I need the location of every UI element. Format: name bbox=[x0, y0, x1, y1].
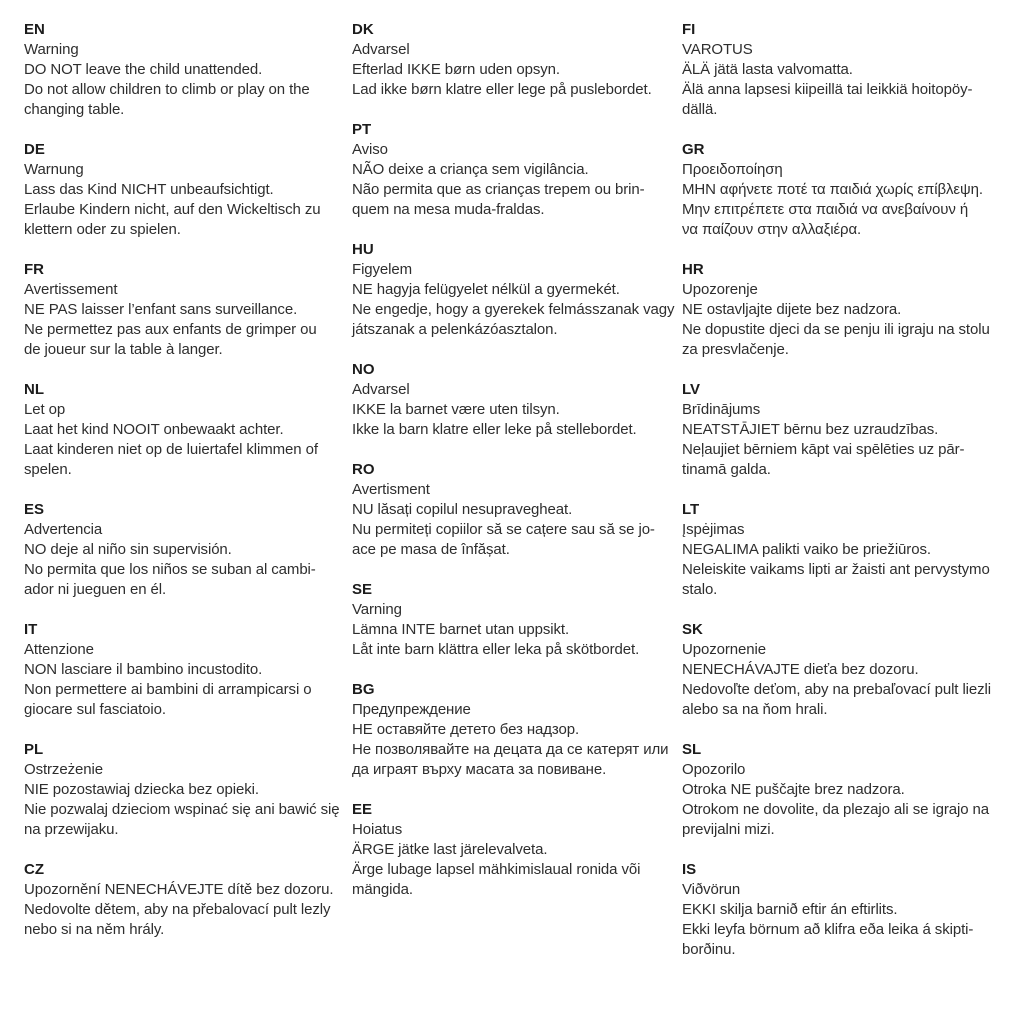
warning-text-line: ador ni jueguen en él. bbox=[24, 581, 167, 598]
language-code-pl: PL bbox=[24, 741, 44, 758]
warning-text-line: Προειδοποίηση bbox=[682, 161, 783, 178]
warning-text-line: Laat kinderen niet op de luiertafel klimmen of bbox=[24, 441, 318, 458]
language-code-lv: LV bbox=[682, 381, 701, 398]
warning-text-line: Nedovolte dětem, aby na přebalovací pult lezly bbox=[24, 901, 331, 918]
warning-section-lv bbox=[682, 380, 991, 480]
warning-text-line: giocare sul fasciatoio. bbox=[24, 701, 166, 718]
warning-text-line: Neļaujiet bērniem kāpt vai spēlēties uz pār- bbox=[682, 441, 965, 458]
warning-text-line: NENECHÁVAJTE dieťa bez dozoru. bbox=[682, 661, 919, 678]
warning-text-line: EKKI skilja barnið eftir án eftirlits. bbox=[682, 901, 898, 918]
language-code-ee: EE bbox=[352, 801, 373, 818]
language-code-dk: DK bbox=[352, 21, 374, 38]
warning-text-line: Nie pozwalaj dzieciom wspinać się ani bawić się bbox=[24, 801, 340, 818]
warning-section-ro bbox=[352, 460, 674, 560]
language-code-hu: HU bbox=[352, 241, 374, 258]
warning-column-right bbox=[682, 20, 991, 980]
warning-text-line: NÃO deixe a criança sem vigilância. bbox=[352, 161, 589, 178]
warning-text-line: Lämna INTE barnet utan uppsikt. bbox=[352, 621, 570, 638]
warning-text-line: Ärge lubage lapsel mähkimislaual ronida või bbox=[352, 861, 641, 878]
warning-section-hu bbox=[352, 240, 674, 340]
warning-text-line: NEGALIMA palikti vaiko be priežiūros. bbox=[682, 541, 931, 558]
warning-text-line: Upozornenie bbox=[682, 641, 766, 658]
warning-text-line: ace pe masa de înfășat. bbox=[352, 541, 510, 558]
warning-text-line: Ikke la barn klatre eller leke på stellebordet. bbox=[352, 421, 637, 438]
warning-section-sl bbox=[682, 740, 991, 840]
warning-text-line: DO NOT leave the child unattended. bbox=[24, 61, 263, 78]
warning-text-line: Laat het kind NOOIT onbewaakt achter. bbox=[24, 421, 284, 438]
warning-text-line: Non permettere ai bambini di arrampicarsi o bbox=[24, 681, 312, 698]
language-code-cz: CZ bbox=[24, 861, 44, 878]
warning-text-line: mängida. bbox=[352, 881, 413, 898]
warning-text-line: Įspėjimas bbox=[682, 521, 745, 538]
warning-section-en bbox=[24, 20, 339, 120]
warning-text-line: Advertencia bbox=[24, 521, 103, 538]
warning-text-line: NIE pozostawiaj dziecka bez opieki. bbox=[24, 781, 259, 798]
warning-text-line: Ostrzeżenie bbox=[24, 761, 103, 778]
warning-text-line: de joueur sur la table à langer. bbox=[24, 341, 223, 358]
warning-section-fr bbox=[24, 260, 339, 360]
language-code-no: NO bbox=[352, 361, 375, 378]
warning-text-line: alebo sa na ňom hrali. bbox=[682, 701, 828, 718]
warning-text-line: na przewijaku. bbox=[24, 821, 119, 838]
warning-text-line: Warning bbox=[24, 41, 79, 58]
warning-text-line: Ekki leyfa börnum að klifra eða leika á skipti- bbox=[682, 921, 974, 938]
language-code-es: ES bbox=[24, 501, 45, 518]
warning-text-line: Varning bbox=[352, 601, 402, 618]
warning-text-line: IKKE la barnet være uten tilsyn. bbox=[352, 401, 560, 418]
warning-text-line: klettern oder zu spielen. bbox=[24, 221, 181, 238]
warning-text-line: Avertissement bbox=[24, 281, 118, 298]
language-code-sl: SL bbox=[682, 741, 702, 758]
warning-section-lt bbox=[682, 500, 991, 600]
warning-text-line: játszanak a pelenkázóasztalon. bbox=[352, 321, 558, 338]
language-code-ro: RO bbox=[352, 461, 375, 478]
warning-section-dk bbox=[352, 20, 674, 100]
warning-text-line: No permita que los niños se suban al cambi- bbox=[24, 561, 316, 578]
warning-text-line: Otrokom ne dovolite, da plezajo ali se igrajo na bbox=[682, 801, 990, 818]
warning-text-line: NEATSTĀJIET bērnu bez uzraudzības. bbox=[682, 421, 939, 438]
warning-text-line: Nedovoľte deťom, aby na prebaľovací pult liezli bbox=[682, 681, 992, 698]
language-code-gr: GR bbox=[682, 141, 705, 158]
warning-section-sk bbox=[682, 620, 991, 720]
warning-text-line: Älä anna lapsesi kiipeillä tai leikkiä hoitopöy- bbox=[682, 81, 973, 98]
warning-section-se bbox=[352, 580, 674, 660]
warning-text-line: za presvlačenje. bbox=[682, 341, 789, 358]
warning-text-line: Let op bbox=[24, 401, 66, 418]
warning-text-line: ÄRGE jätke last järelevalveta. bbox=[352, 841, 548, 858]
language-code-fi: FI bbox=[682, 21, 696, 38]
warning-section-pl bbox=[24, 740, 339, 840]
warning-column-left bbox=[24, 20, 339, 960]
warning-text-line: Upozornění NENECHÁVEJTE dítě bez dozoru. bbox=[24, 881, 334, 898]
warning-text-line: Figyelem bbox=[352, 261, 413, 278]
warning-text-line: spelen. bbox=[24, 461, 72, 478]
warning-text-line: Warnung bbox=[24, 161, 84, 178]
warning-text-line: Do not allow children to climb or play on the bbox=[24, 81, 310, 98]
language-code-pt: PT bbox=[352, 121, 372, 138]
warning-section-ee bbox=[352, 800, 674, 900]
warning-text-line: Nu permiteți copiilor să se cațere sau să se jo- bbox=[352, 521, 655, 538]
warning-text-line: NO deje al niño sin supervisión. bbox=[24, 541, 232, 558]
warning-text-line: Μην επιτρέπετε στα παιδιά να ανεβαίνουν ή bbox=[682, 201, 969, 218]
warning-text-line: Не позволявайте на децата да се катерят или bbox=[352, 741, 669, 758]
warning-text-line: VAROTUS bbox=[682, 41, 753, 58]
warning-text-line: Advarsel bbox=[352, 381, 410, 398]
warning-text-line: Brīdinājums bbox=[682, 401, 761, 418]
language-code-nl: NL bbox=[24, 381, 44, 398]
warning-text-line: Предупреждение bbox=[352, 701, 471, 718]
language-code-de: DE bbox=[24, 141, 45, 158]
warning-text-line: Aviso bbox=[352, 141, 388, 158]
warning-text-line: Attenzione bbox=[24, 641, 94, 658]
warning-section-es bbox=[24, 500, 339, 600]
warning-text-line: Lad ikke børn klatre eller lege på puslebordet. bbox=[352, 81, 652, 98]
warning-text-line: να παίζουν στην αλλαξιέρα. bbox=[682, 221, 862, 238]
warning-text-line: да играят върху масата за повиване. bbox=[352, 761, 607, 778]
warning-text-line: Ne dopustite djeci da se penju ili igraju na stolu bbox=[682, 321, 990, 338]
warning-section-no bbox=[352, 360, 674, 440]
warning-text-line: Opozorilo bbox=[682, 761, 746, 778]
warning-text-line: tinamā galda. bbox=[682, 461, 771, 478]
language-code-is: IS bbox=[682, 861, 697, 878]
warning-text-line: Lass das Kind NICHT unbeaufsichtigt. bbox=[24, 181, 274, 198]
warning-column-middle bbox=[352, 20, 674, 920]
warning-section-pt bbox=[352, 120, 674, 220]
warning-text-line: dällä. bbox=[682, 101, 718, 118]
warning-text-line: ÄLÄ jätä lasta valvomatta. bbox=[682, 61, 853, 78]
warning-section-it bbox=[24, 620, 339, 720]
warning-text-line: NE hagyja felügyelet nélkül a gyermekét. bbox=[352, 281, 620, 298]
warning-text-line: quem na mesa muda-fraldas. bbox=[352, 201, 545, 218]
warning-text-line: Avertisment bbox=[352, 481, 430, 498]
warning-text-line: Advarsel bbox=[352, 41, 410, 58]
warning-text-line: Viðvörun bbox=[682, 881, 741, 898]
warning-section-de bbox=[24, 140, 339, 240]
warning-section-bg bbox=[352, 680, 674, 780]
warning-section-nl bbox=[24, 380, 339, 480]
warning-text-line: Não permita que as crianças trepem ou brin- bbox=[352, 181, 645, 198]
warning-text-line: borðinu. bbox=[682, 941, 736, 958]
language-code-bg: BG bbox=[352, 681, 375, 698]
warning-text-line: Efterlad IKKE børn uden opsyn. bbox=[352, 61, 560, 78]
language-code-en: EN bbox=[24, 21, 45, 38]
warning-text-line: Neleiskite vaikams lipti ar žaisti ant pervystymo bbox=[682, 561, 990, 578]
warning-section-gr bbox=[682, 140, 991, 240]
language-code-hr: HR bbox=[682, 261, 704, 278]
warning-section-hr bbox=[682, 260, 991, 360]
warning-text-line: Otroka NE puščajte brez nadzora. bbox=[682, 781, 905, 798]
warning-text-line: NON lasciare il bambino incustodito. bbox=[24, 661, 263, 678]
warning-section-is bbox=[682, 860, 991, 960]
language-code-lt: LT bbox=[682, 501, 700, 518]
warning-text-line: Hoiatus bbox=[352, 821, 403, 838]
warning-text-line: НЕ оставяйте детето без надзор. bbox=[352, 721, 580, 738]
warning-text-line: previjalni mizi. bbox=[682, 821, 775, 838]
warning-text-line: NU lăsați copilul nesupravegheat. bbox=[352, 501, 573, 518]
warning-text-line: NE PAS laisser l’enfant sans surveillance. bbox=[24, 301, 298, 318]
warning-section-cz bbox=[24, 860, 339, 940]
warning-text-line: Ne permettez pas aux enfants de grimper ou bbox=[24, 321, 317, 338]
warning-text-line: Erlaube Kindern nicht, auf den Wickeltisch zu bbox=[24, 201, 321, 218]
warning-text-line: stalo. bbox=[682, 581, 718, 598]
warning-text-line: ΜΗΝ αφήνετε ποτέ τα παιδιά χωρίς επίβλεψη. bbox=[682, 181, 983, 198]
warning-text-line: nebo si na něm hrály. bbox=[24, 921, 165, 938]
warning-text-line: Ne engedje, hogy a gyerekek felmásszanak vagy bbox=[352, 301, 675, 318]
language-code-fr: FR bbox=[24, 261, 44, 278]
warning-text-line: Upozorenje bbox=[682, 281, 758, 298]
language-code-se: SE bbox=[352, 581, 373, 598]
language-code-sk: SK bbox=[682, 621, 703, 638]
language-code-it: IT bbox=[24, 621, 38, 638]
warning-text-line: Låt inte barn klättra eller leka på skötbordet. bbox=[352, 641, 640, 658]
warning-text-line: changing table. bbox=[24, 101, 125, 118]
warning-section-fi bbox=[682, 20, 991, 120]
warning-text-line: NE ostavljajte dijete bez nadzora. bbox=[682, 301, 902, 318]
